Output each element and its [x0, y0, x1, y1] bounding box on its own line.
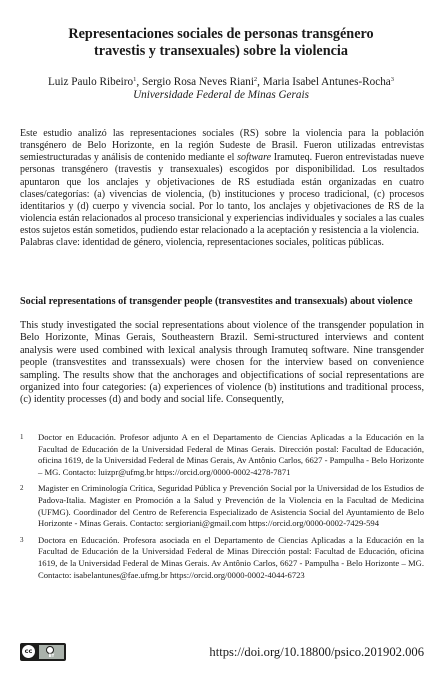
footnote-marker: 2 — [253, 76, 258, 83]
article-title-line-2: travestis y transexuales) sobre la violencia — [94, 43, 348, 59]
footnote-text: Magister en Criminología Crítica, Seguridad Pública y Prevención Social por la Universidad de los Estudios de Padova-Italia. Magister en Promoción a la Salud y Prevención de la Violencia en la Facultad de Medicina (UFMG). Coordinador del Centro de Referencia Especializado de Asistencia Social del Ayuntamiento de Belo Horizonte - Minas Gerais. Contacto: sergioriani@gmail.com https://orcid.org/0000-0002-7429-594 — [38, 483, 424, 529]
footnote-text: Doctora en Educación. Profesora asociada en el Departamento de Ciencias Aplicadas a la Educación en la Facultad de Educación de la Universidad Federal de Minas Dirección postal: Facultad de Educación, oficina 1619, de la Universidad Federal de Minas Gerais. Av Antônio Carlos, 6627 - Pampulha - Belo Horizonte – MG. Contacto: isabelantunes@fae.ufmg.br https://orcid.org/0000-0002-4044-6723 — [38, 534, 424, 580]
by-attribution-icon — [39, 645, 64, 659]
author-name: Sergio Rosa Neves Riani — [141, 76, 254, 88]
footnote-number: 3 — [20, 535, 24, 544]
footnote — [20, 432, 424, 478]
footnote-text: Doctor en Educación. Profesor adjunto A en el Departamento de Ciencias Aplicadas a la Educación en la Facultad de Educación de la Universidad Federal de Minas Gerais. Dirección postal: Facultad de Educación, oficina 1619, de la Universidad Federal de Minas Gerais, Av Antônio Carlos, 6627 - Pampulha - Belo Horizonte – MG. Contacto: luizpr@ufmg.br https://orcid.org/0000-0002-4278-7871 — [38, 432, 424, 477]
footnote-number: 1 — [20, 433, 24, 441]
by-label: BY — [48, 653, 55, 658]
footnote-number: 2 — [20, 484, 24, 493]
author-affiliation: Universidade Federal de Minas Gerais — [133, 89, 309, 101]
footnote-marker: 3 — [390, 76, 395, 83]
keywords: Palabras clave: identidad de género, violencia, representaciones sociales, políticas públicas. — [20, 237, 384, 249]
author-list: Luiz Paulo Ribeiro$^1$, Sergio Rosa Neves Riani$^2$, Maria Isabel Antunes-Rocha$^3$ — [47, 76, 395, 88]
author-name: Maria Isabel Antunes-Rocha — [262, 76, 391, 88]
page-footer — [20, 643, 424, 663]
abstract-paragraph: Este estudio analizó las representaciones sociales (RS) sobre la violencia para la población transgénero de Belo Horizonte, en la región Sudeste de Brasil. Fueron utilizadas entrevistas semiestructuradas y análisis de contenido mediante el software Iramuteq. Fueron entrevistadas nueve personas transgénero (travestis y transexuales) escogidos por disponibilidad. Los resultados apuntaron que los anclajes y objetivaciones de RS estudiada están organizadas en cuatro clases/categorías: (a) vivencias de violencia, (b) instituciones y proceso tradicional, (c) procesos identitarios y (d) cuerpo y vivencia social. Por lo tanto, los anclajes y objetivaciones de RS de la violencia están relacionados al proceso transicional y experiencias individuales y sociales a las cuales estos sujetos están sometidos, pudiendo estar relacionado a la aceptación y resistencia a la violencia. — [20, 128, 424, 237]
english-abstract: This study investigated the social representations about violence of the transgender population in Belo Horizonte, Minas Gerais, Southeastern Brazil. Semi-structured interviews and content analysis were used combined with lexical analysis through Iramuteq software. Nine transgender people (transvestites and transsexuals) were chosen for the interview based on convenience sampling. The results show that the anchorages and objectifications of social representations are organized into four categories: (a) experiences of violence (b) institutions and traditional process, (c) identity processes (d) and body and social life. Consequently, — [20, 320, 424, 406]
cc-circle-icon: cc — [22, 645, 35, 658]
english-title: Social representations of transgender people (transvestites and transexuals) about violence — [20, 296, 413, 307]
footnote — [20, 483, 424, 529]
article-title — [20, 26, 422, 60]
footnote — [20, 535, 424, 581]
author-name: Luiz Paulo Ribeiro — [47, 76, 134, 88]
abstract-italic-word: software — [237, 152, 272, 164]
doi-link[interactable]: https://doi.org/10.18800/psico.201902.006 — [209, 645, 424, 659]
footnote-marker: 1 — [133, 76, 137, 83]
cc-by-license-icon — [20, 643, 66, 661]
article-title-line-1: Representaciones sociales de personas transgénero — [68, 26, 374, 42]
abstract-spanish — [20, 128, 424, 250]
footnotes — [20, 432, 424, 586]
